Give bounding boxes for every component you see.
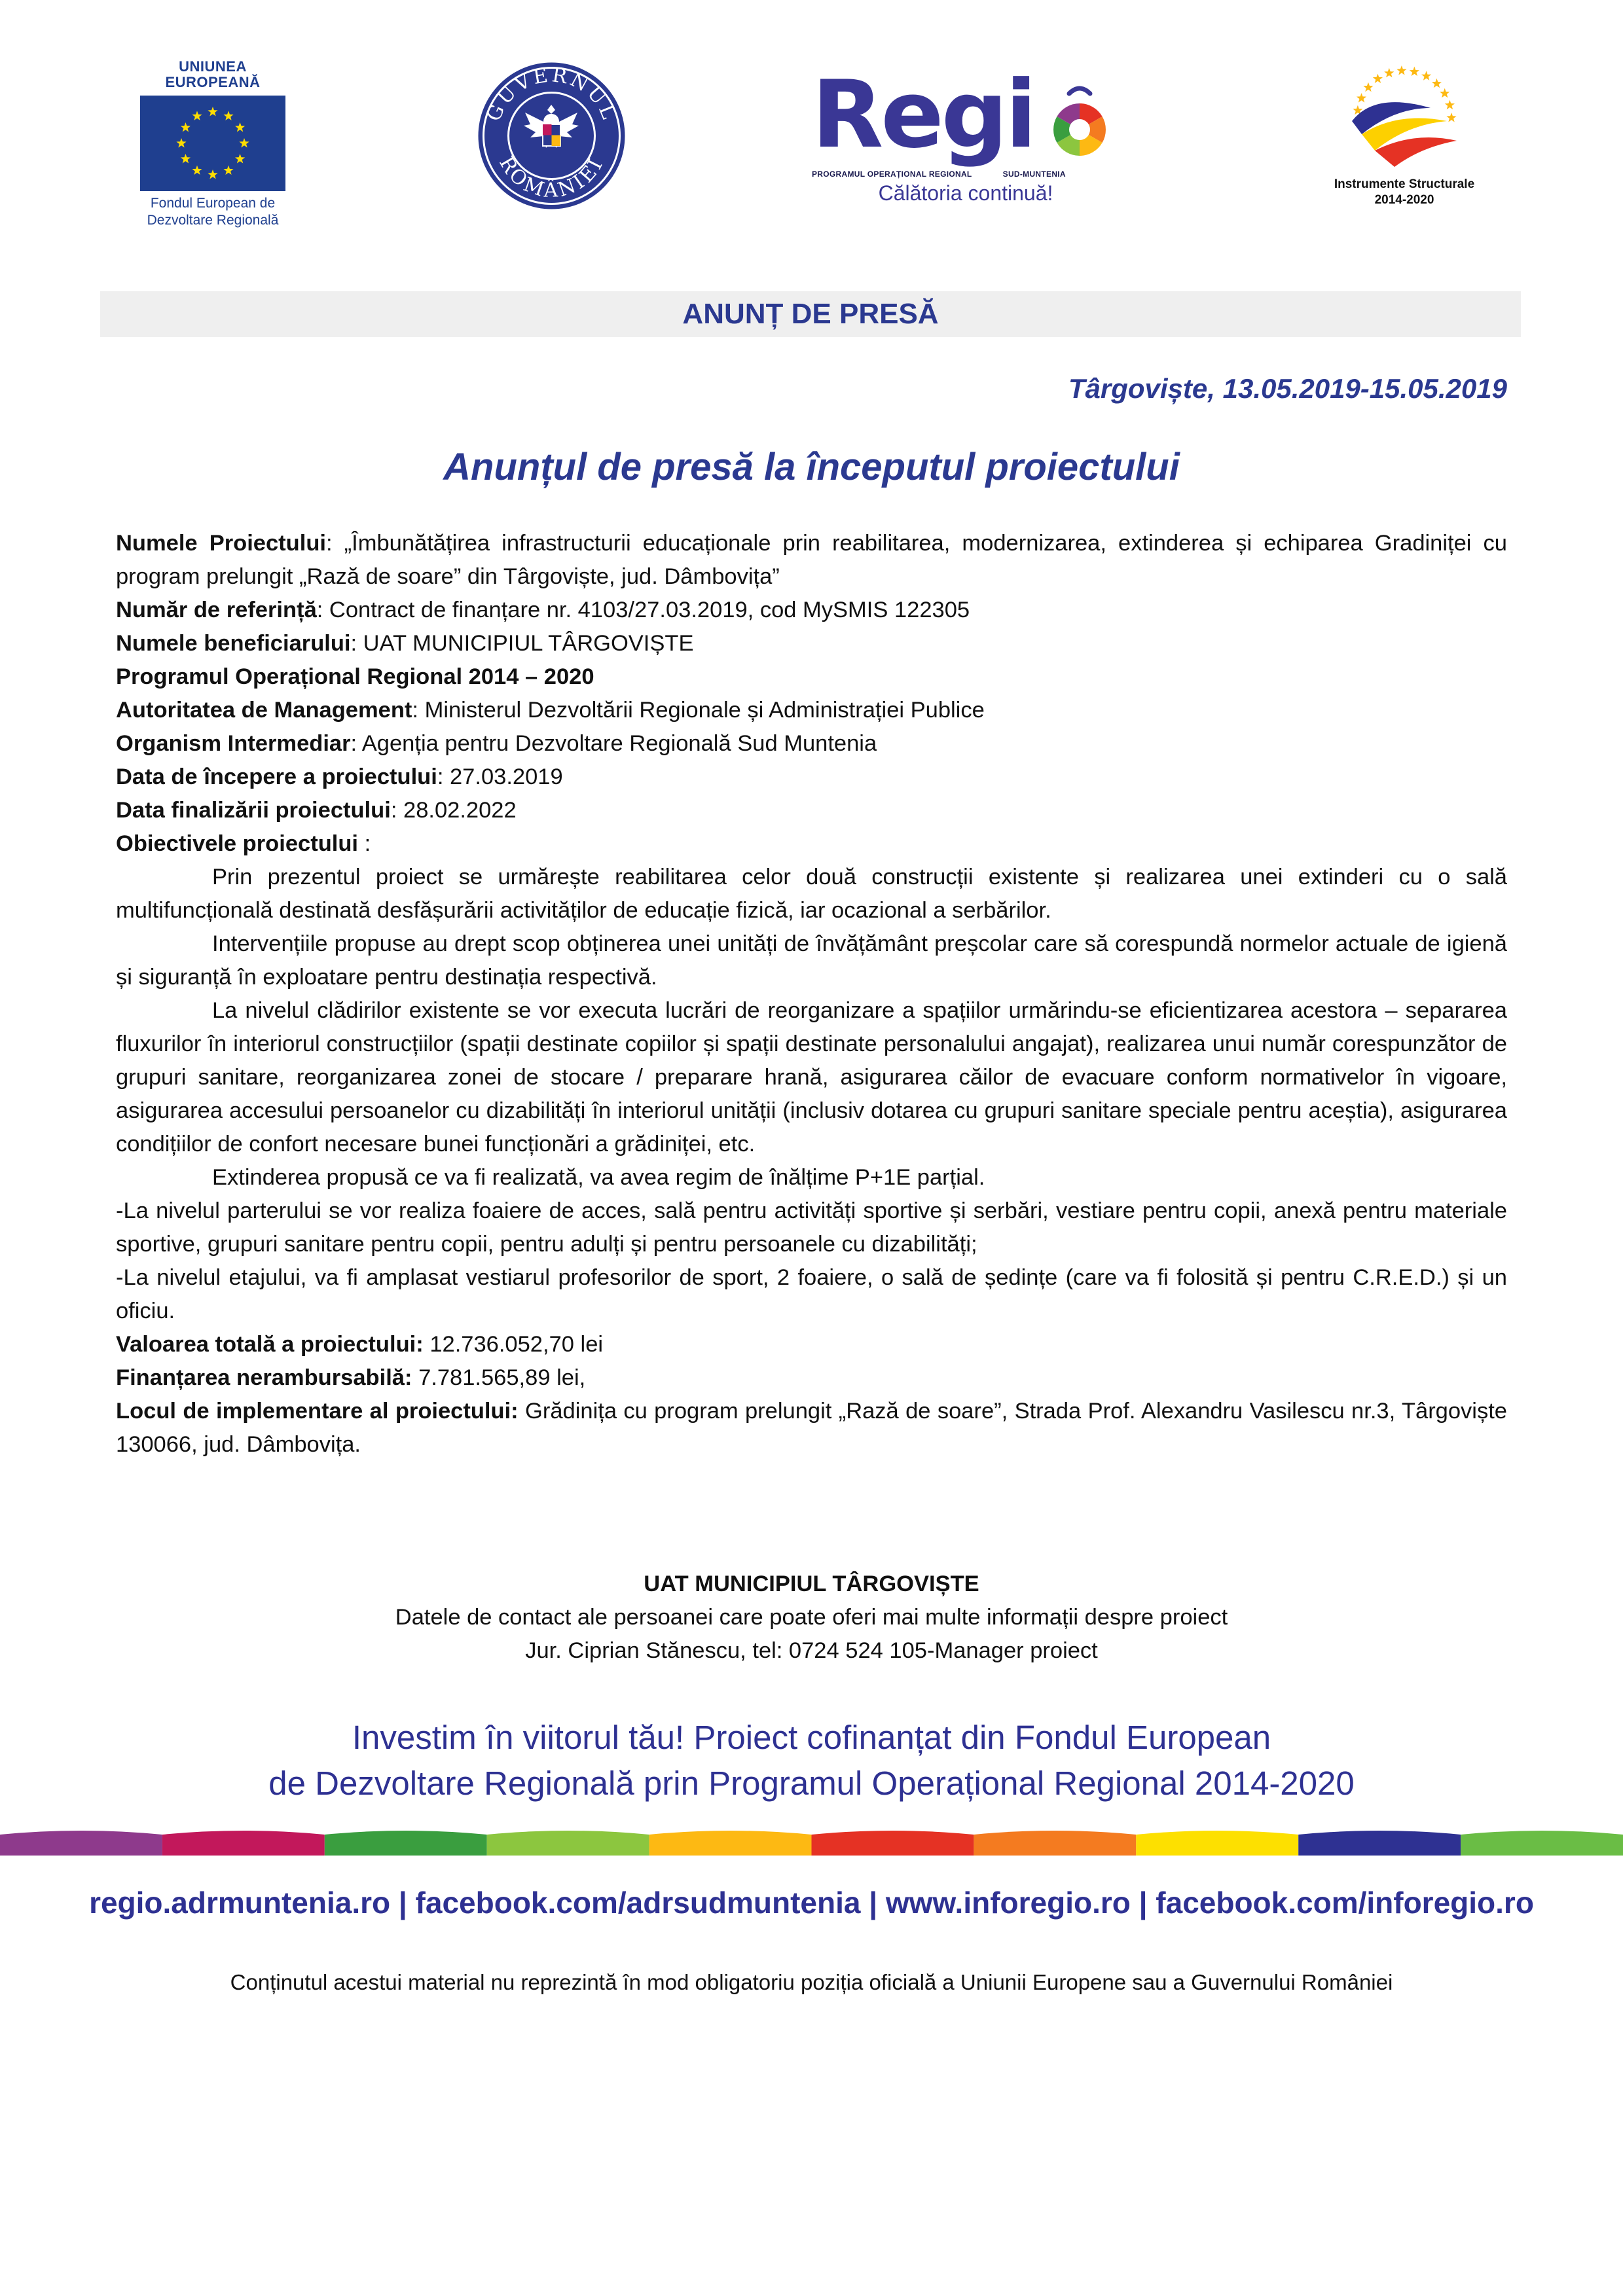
implementation-location	[116, 1395, 1507, 1462]
color-stripe-segment	[1298, 1831, 1461, 1856]
color-stripe-segment	[812, 1831, 974, 1856]
is-star-icon	[1410, 67, 1419, 77]
svg-text:ROMÂNIEI: ROMÂNIEI	[494, 152, 609, 202]
contact-organization: UAT MUNICIPIUL TÂRGOVIȘTE	[644, 1571, 979, 1596]
government-seal-icon	[475, 59, 629, 213]
regio-wordmark	[812, 61, 1139, 169]
instrumente-structurale-icon	[1316, 56, 1493, 173]
color-stripe-segment	[974, 1831, 1136, 1856]
grant-label: Finanțarea nerambursabilă:	[116, 1365, 412, 1390]
objective-paragraph-4: Extinderea propusă ce va fi realizată, va avea regim de înălțime P+1E parțial.	[212, 1165, 985, 1190]
objectives-heading	[116, 827, 1507, 861]
color-stripe-segment	[0, 1831, 162, 1856]
regio-program-text	[812, 170, 1139, 179]
intermediary-value: : Agenția pentru Dezvoltare Regională Sud Muntenia	[350, 731, 877, 756]
color-stripe-segment	[1461, 1831, 1623, 1856]
color-stripe	[0, 1829, 1623, 1856]
objective-paragraph-2: Intervențiile propuse au drept scop obținerea unei unități de învățământ preșcolar care să corespundă normelor actuale de igienă și siguranță în exploatare pentru destinația respectivă.	[116, 931, 1507, 990]
slogan-line1: Investim în viitorul tău! Proiect cofinanțat din Fondul European	[352, 1719, 1271, 1756]
eu-flag-icon	[140, 96, 285, 191]
contact-person: Jur. Ciprian Stănescu, tel: 0724 524 105-Manager proiect	[525, 1638, 1098, 1663]
location-value: Grădinița cu program prelungit „Rază de soare”, Strada Prof. Alexandru Vasilescu nr.3, Târgoviște 130066, jud. Dâmbovița.	[116, 1399, 1507, 1457]
regio-tagline: Călătoria continuă!	[878, 181, 1053, 205]
contact-block	[0, 1568, 1623, 1668]
program-name	[116, 660, 1507, 694]
instrumente-structurale-logo	[1316, 56, 1493, 216]
objective-paragraph-6: -La nivelul etajului, va fi amplasat vestiarul profesorilor de sport, 2 foaiere, o sală de ședințe (care va fi folosită și pentru C.R.E.D.) și un oficiu.	[116, 1265, 1507, 1323]
document-subtitle: Anunțul de presă la începutul proiectului	[443, 446, 1180, 488]
end-label: Data finalizării proiectului	[116, 798, 391, 823]
is-star-icon	[1446, 113, 1456, 122]
beneficiary-value: : UAT MUNICIPIUL TÂRGOVIȘTE	[350, 631, 694, 656]
is-star-icon	[1373, 74, 1383, 83]
start-label: Data de începere a proiectului	[116, 764, 437, 789]
reference-number	[116, 594, 1507, 627]
beneficiary-label: Numele beneficiarului	[116, 631, 351, 656]
management-value: : Ministerul Dezvoltării Regionale și Administrației Publice	[412, 698, 985, 723]
total-value	[116, 1328, 1507, 1361]
is-caption-line1: Instrumente Structurale	[1334, 177, 1475, 191]
footer-links[interactable]: regio.adrmuntenia.ro | facebook.com/adrsudmuntenia | www.inforegio.ro | facebook.com/inforegio.ro	[89, 1886, 1534, 1920]
regio-word: Regi	[812, 61, 1034, 169]
objective-paragraph-3: La nivelul clădirilor existente se vor executa lucrări de reorganizare a spațiilor urmărindu-se eficientizarea acestora – separarea fluxurilor în interiorul construcțiilor (spații destinate copiilor și spații destinate personalului angajat), realizarea unui număr corespunzător de grupuri sanitare, reorganizarea zonei de stocare / preparare hrană, asigurarea căilor de evacuare conform normativelor în vigoare, asigurarea accesului persoanelor cu dizabilități în interiorul unității (inclusiv dotarea cu grupuri sanitare speciale pentru aceștia), asigurarea condițiilor de confort necesare bunei funcționări a grădiniței, etc.	[116, 998, 1507, 1157]
end-date	[116, 794, 1507, 827]
is-star-icon	[1432, 79, 1442, 88]
eu-caption-top: UNIUNEA EUROPEANĂ	[165, 58, 261, 91]
is-star-icon	[1440, 88, 1450, 98]
color-stripe-segment	[325, 1831, 487, 1856]
location-label: Locul de implementare al proiectului:	[116, 1399, 519, 1424]
is-star-icon	[1421, 71, 1431, 81]
color-stripe-segment	[487, 1831, 649, 1856]
eu-caption-line1: Fondul European de	[150, 196, 276, 211]
objectives-suffix: :	[358, 831, 371, 856]
regio-color-wheel-icon	[1053, 103, 1106, 156]
date-location: Târgoviște, 13.05.2019-15.05.2019	[1068, 373, 1507, 404]
intermediary-label: Organism Intermediar	[116, 731, 351, 756]
disclaimer: Conținutul acestui material nu reprezintă în mod obligatoriu poziția oficială a Uniunii Europene sau a Guvernului României	[230, 1970, 1393, 1994]
is-star-icon	[1384, 68, 1394, 78]
total-value-amount: 12.736.052,70 lei	[423, 1332, 604, 1357]
objectives-label: Obiectivele proiectului	[116, 831, 359, 856]
funding-slogan	[0, 1715, 1623, 1806]
color-stripe-segment	[1136, 1831, 1298, 1856]
document-body	[116, 527, 1507, 1462]
contact-description: Datele de contact ale persoanei care poate oferi mai multe informații despre proiect	[395, 1605, 1228, 1630]
grant-value	[116, 1361, 1507, 1395]
reference-label: Număr de referință	[116, 598, 317, 622]
eu-logo	[134, 58, 291, 228]
objective-paragraph-1: Prin prezentul proiect se urmărește reabilitarea celor două construcții existente și realizarea unei extinderi cu o sală multifuncțională destinată desfășurării activităților de educație fizică, iar ocazional a serbărilor.	[116, 865, 1507, 923]
reference-value: : Contract de finanțare nr. 4103/27.03.2019, cod MySMIS 122305	[316, 598, 970, 622]
total-value-label: Valoarea totală a proiectului:	[116, 1332, 424, 1357]
eu-caption-line2: Dezvoltare Regională	[147, 212, 279, 228]
regio-arc-icon	[1067, 82, 1093, 96]
managing-authority	[116, 694, 1507, 727]
instrumente-structurale-caption	[1316, 177, 1493, 208]
grant-amount: 7.781.565,89 lei,	[412, 1365, 586, 1390]
is-star-icon	[1363, 82, 1373, 92]
is-star-icon	[1445, 100, 1455, 110]
regio-logo	[812, 61, 1139, 209]
is-caption-line2: 2014-2020	[1374, 192, 1434, 207]
is-star-icon	[1357, 93, 1366, 103]
beneficiary	[116, 627, 1507, 660]
regio-program-line1: PROGRAMUL OPERAȚIONAL REGIONAL	[812, 170, 972, 179]
government-logo	[475, 59, 629, 213]
project-name	[116, 527, 1507, 594]
project-name-value: : „Îmbunătățirea infrastructurii educaționale prin reabilitarea, modernizarea, extinderea și echiparea Gradiniței cu program prelungit „Rază de soare” din Târgoviște, jud. Dâmbovița”	[116, 531, 1507, 589]
management-label: Autoritatea de Management	[116, 698, 412, 723]
is-star-icon	[1396, 65, 1406, 75]
color-stripe-segment	[162, 1831, 325, 1856]
page-title: ANUNȚ DE PRESĂ	[682, 298, 939, 330]
intermediate-body	[116, 727, 1507, 761]
svg-text:GUVERNUL: GUVERNUL	[482, 63, 621, 125]
eu-caption-bottom	[134, 195, 291, 228]
start-value: : 27.03.2019	[437, 764, 563, 789]
color-stripe-segment	[649, 1831, 812, 1856]
slogan-line2: de Dezvoltare Regională prin Programul Operațional Regional 2014-2020	[268, 1765, 1355, 1802]
project-name-label: Numele Proiectului	[116, 531, 326, 556]
press-release-header-band	[100, 291, 1521, 337]
program-label: Programul Operațional Regional 2014 – 2020	[116, 664, 594, 689]
end-value: : 28.02.2022	[390, 798, 517, 823]
regio-program-line2: SUD-MUNTENIA	[1002, 170, 1066, 179]
objective-paragraph-5: -La nivelul parterului se vor realiza foaiere de acces, sală pentru activități sportive și serbări, vestiare pentru copii, anexă pentru materiale sportive, grupuri sanitare pentru copii, pentru adulți și pentru persoanele cu dizabilități;	[116, 1198, 1507, 1257]
start-date	[116, 761, 1507, 794]
